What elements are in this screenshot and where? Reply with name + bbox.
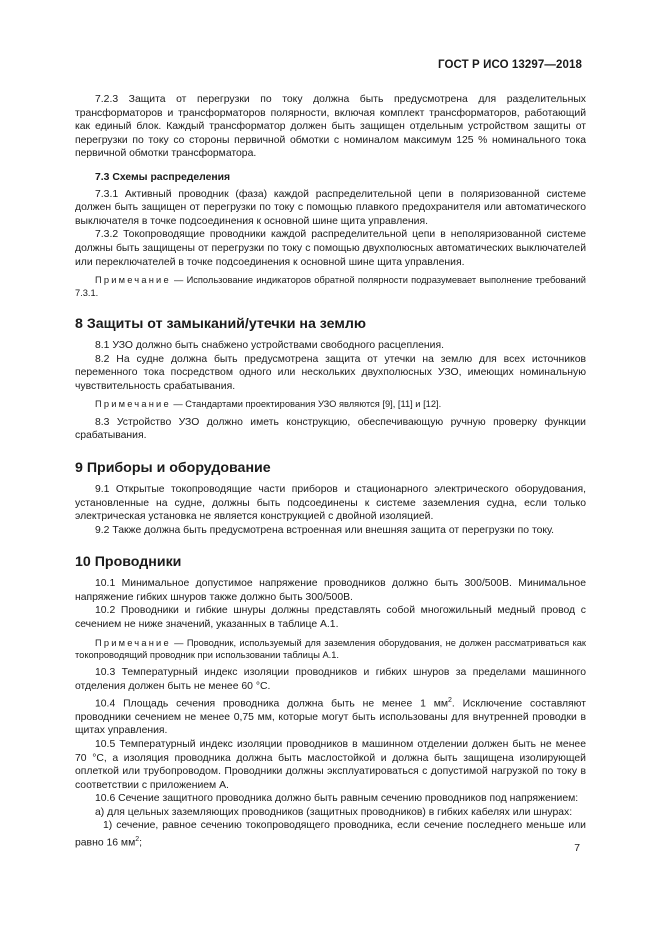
page-number: 7	[574, 843, 580, 854]
paragraph-9-1: 9.1 Открытые токопроводящие части приборов и стационарного электрического оборудования, установленные на судне, должны быть подсоединены к системе заземления судна, если только электрическая установка не является конструкцией с двойной изоляцией.	[75, 483, 586, 523]
list-item-a: а) для цельных заземляющих проводников (защитных проводников) в гибких кабелях или шнурах:	[95, 806, 573, 818]
note-text: — Использование индикаторов обратной полярности подразумевает выполнение требований 7.3.1.	[75, 275, 586, 298]
note-label: Примечание	[95, 275, 171, 286]
note-text: — Стандартами проектирования УЗО являются [9], [11] и [12].	[170, 399, 442, 410]
note-8	[75, 398, 586, 410]
note-label: Примечание	[95, 399, 171, 410]
note-10	[75, 637, 586, 662]
paragraph-9-2: 9.2 Также должна быть предусмотрена встроенная или внешняя защита от перегрузки по току.	[95, 524, 555, 536]
section-heading-8: 8 Защиты от замыканий/утечки на землю	[75, 315, 366, 332]
paragraph-8-3: 8.3 Устройство УЗО должно иметь конструкцию, обеспечивающую ручную проверку функции срабатывания.	[75, 416, 586, 442]
paragraph-8-2: 8.2 На судне должна быть предусмотрена защита от утечки на землю для всех источников переменного тока посредством одного или нескольких двухполюсных УЗО, имеющих номинальную чувствительность срабатывания.	[75, 353, 586, 392]
list-item-1-text-end: ;	[139, 837, 143, 849]
section-heading-9: 9 Приборы и оборудование	[75, 459, 271, 476]
paragraph-7-2-3: 7.2.3 Защита от перегрузки по току должна быть предусмотрена для разделительных трансформаторов и трансформаторов полярности, включая комплект трансформаторов, работающий как единый блок. Каждый трансформатор должен быть защищен отдельным устройством защиты от перегрузки по току со стороны первичной обмотки с номиналом максимум 125 % номинального тока первичной обмотки трансформатора.	[75, 94, 586, 160]
superscript: 2	[448, 696, 452, 704]
note-text: — Проводник, используемый для заземления оборудования, не должен рассматриваться как токопроводящий проводник при использовании таблицы А.1.	[75, 637, 586, 661]
section-heading-7-3: 7.3 Схемы распределения	[95, 171, 231, 183]
paragraph-10-4	[75, 694, 586, 738]
superscript: 2	[135, 836, 140, 844]
paragraph-7-3-2: 7.3.2 Токопроводящие проводники каждой распределительной цепи в неполяризованной системе должны быть защищены от перегрузки по току с помощью двухполюсных автоматических выключателей или переключателей в точке подсоединения к основной шине щита управления.	[75, 229, 586, 268]
paragraph-10-4-text: 10.4 Площадь сечения проводника должна быть не менее 1 мм	[95, 698, 449, 710]
paragraph-8-1: 8.1 УЗО должно быть снабжено устройствами свободного расцепления.	[95, 339, 444, 351]
paragraph-10-1: 10.1 Минимальное допустимое напряжение проводников должно быть 300/500В. Минимальное напряжение гибких шнуров также должно быть 300/500В.	[75, 578, 586, 603]
list-item-1-text: 1) сечение, равное сечению токопроводящего проводника, если сечение последнего меньше или равно 16 мм	[75, 820, 586, 849]
document-body	[75, 93, 586, 850]
list-item-1	[75, 819, 586, 850]
paragraph-10-2: 10.2 Проводники и гибкие шнуры должны представлять собой многожильный медный провод с сечением не ниже значений, указанных в таблице А.1.	[75, 605, 586, 631]
document-header: ГОСТ Р ИСО 13297—2018	[437, 59, 582, 71]
paragraph-7-3-1: 7.3.1 Активный проводник (фаза) каждой распределительной цепи в поляризованной системе должен быть защищен от перегрузки по току с помощью плавкого предохранителя или автоматического выключателя в точке подсоединения к основной шине щита управления.	[75, 188, 586, 227]
paragraph-10-5: 10.5 Температурный индекс изоляции проводников в машинном отделении должен быть не менее 70 °С, а изоляция проводника должна быть маслостойкой и должна быть защищена изолирующей оплеткой или трубопроводом. Проводники должны эксплуатироваться с допустимой нагрузкой по току в соответствии с приложением А.	[75, 738, 586, 791]
paragraph-10-4-text-end: . Исключение составляют проводники сечением не менее 0,75 мм, которые могут быть использованы для внутренней проводки в щитах управления.	[75, 698, 586, 737]
paragraph-10-3: 10.3 Температурный индекс изоляции проводников и гибких шнуров за пределами машинного отделения должен быть не менее 60 °С.	[75, 667, 586, 693]
note-label: Примечание	[95, 637, 171, 648]
note-7-3	[75, 274, 586, 299]
paragraph-10-6: 10.6 Сечение защитного проводника должно быть равным сечению проводников под напряжением:	[95, 793, 579, 805]
section-heading-10: 10 Проводники	[75, 554, 182, 571]
